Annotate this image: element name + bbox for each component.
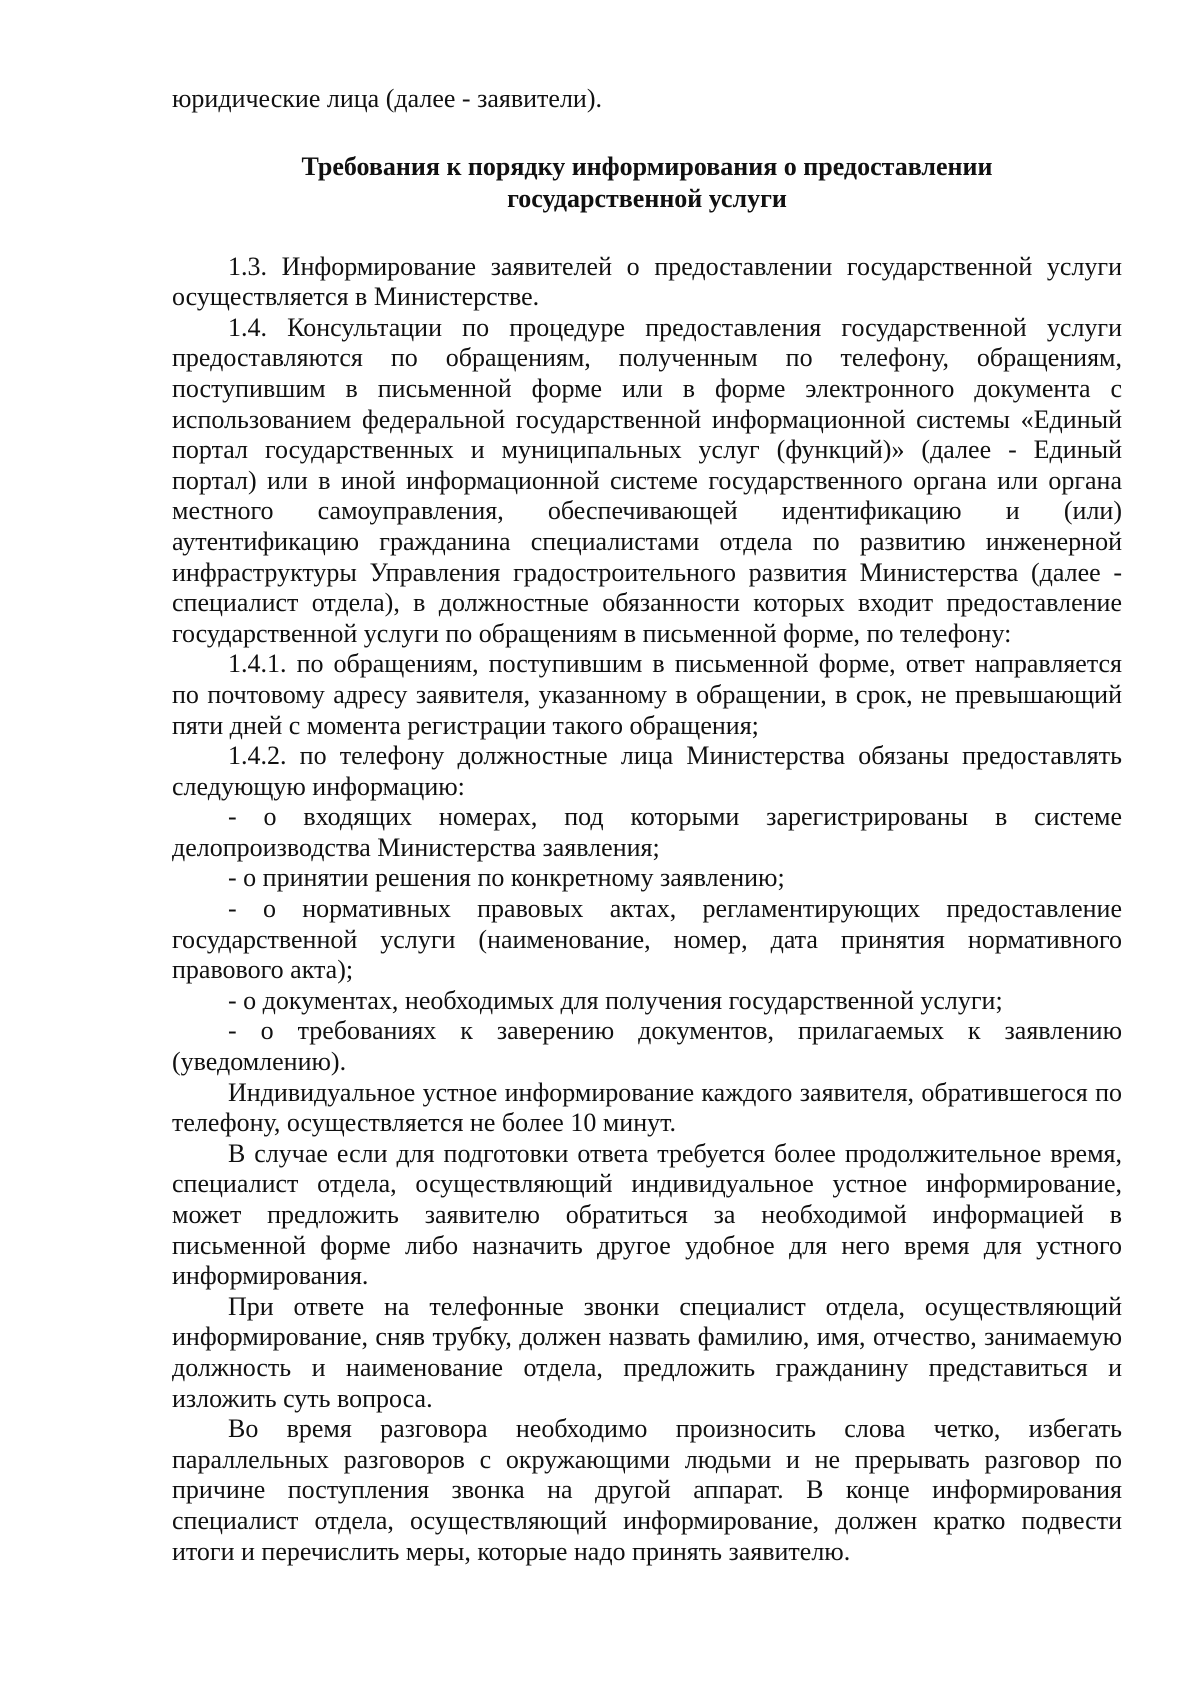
section-heading: [172, 151, 1122, 215]
list-item-decision: - о принятии решения по конкретному заявлению;: [228, 863, 785, 893]
list-item-normative-acts: - о нормативных правовых актах, регламентирующих предоставление государственной услуги (наименование, номер, дата принятия нормативного правового акта);: [172, 894, 1122, 985]
paragraph-longer-time: В случае если для подготовки ответа требуется более продолжительное время, специалист отдела, осуществляющий индивидуальное устное информирование, может предложить заявителю обратиться за необходимой информацией в письменной форме либо назначить другое удобное для него время для устного информирования.: [172, 1138, 1122, 1291]
list-item-documents: - о документах, необходимых для получения государственной услуги;: [228, 985, 1003, 1015]
section-heading-line-2: государственной услуги: [507, 183, 787, 213]
list-item-certification: - о требованиях к заверению документов, прилагаемых к заявлению (уведомлению).: [172, 1016, 1122, 1077]
intro-text: юридические лица (далее - заявители).: [172, 84, 602, 113]
paragraph-1-4: 1.4. Консультации по процедуре предоставления государственной услуги предоставляются по обращениям, полученным по телефону, обращениям, поступившим в письменной форме или в форме электронного документа с использованием федеральной государственной информационной системы «Единый портал государственных и муниципальных услуг (функций)» (далее - Единый портал) или в иной информационной системе государственного органа или органа местного самоуправления, обеспечивающей идентификацию и (или) аутентификацию гражданина специалистами отдела по развитию инженерной инфраструктуры Управления градостроительного развития Министерства (далее - специалист отдела), в должностные обязанности которых входит предоставление государственной услуги по обращениям в письменной форме, по телефону:: [172, 312, 1122, 648]
paragraph-1-3: 1.3. Информирование заявителей о предоставлении государственной услуги осуществляется в Министерстве.: [172, 251, 1122, 312]
list-item-incoming-numbers: - о входящих номерах, под которыми зарегистрированы в системе делопроизводства Министерства заявления;: [172, 802, 1122, 862]
paragraph-conversation: Во время разговора необходимо произносить слова четко, избегать параллельных разговоров с окружающими людьми и не прерывать разговор по причине поступления звонка на другой аппарат. В конце информирования специалист отдела, осуществляющий информирование, должен кратко подвести итоги и перечислить меры, которые надо принять заявителю.: [172, 1414, 1122, 1566]
paragraph-1-4-2: 1.4.2. по телефону должностные лица Министерства обязаны предоставлять следующую информацию:: [172, 741, 1122, 801]
paragraph-oral-informing: Индивидуальное устное информирование каждого заявителя, обратившегося по телефону, осуществляется не более 10 минут.: [172, 1077, 1122, 1138]
paragraph-phone-answer: При ответе на телефонные звонки специалист отдела, осуществляющий информирование, сняв трубку, должен назвать фамилию, имя, отчество, занимаемую должность и наименование отдела, предложить гражданину представиться и изложить суть вопроса.: [172, 1291, 1122, 1413]
section-heading-line-1: Требования к порядку информирования о предоставлении: [301, 151, 993, 181]
document-page: [172, 84, 1122, 1567]
paragraph-1-4-1: 1.4.1. по обращениям, поступившим в письменной форме, ответ направляется по почтовому адресу заявителя, указанному в обращении, в срок, не превышающий пяти дней с момента регистрации такого обращения;: [172, 649, 1122, 740]
